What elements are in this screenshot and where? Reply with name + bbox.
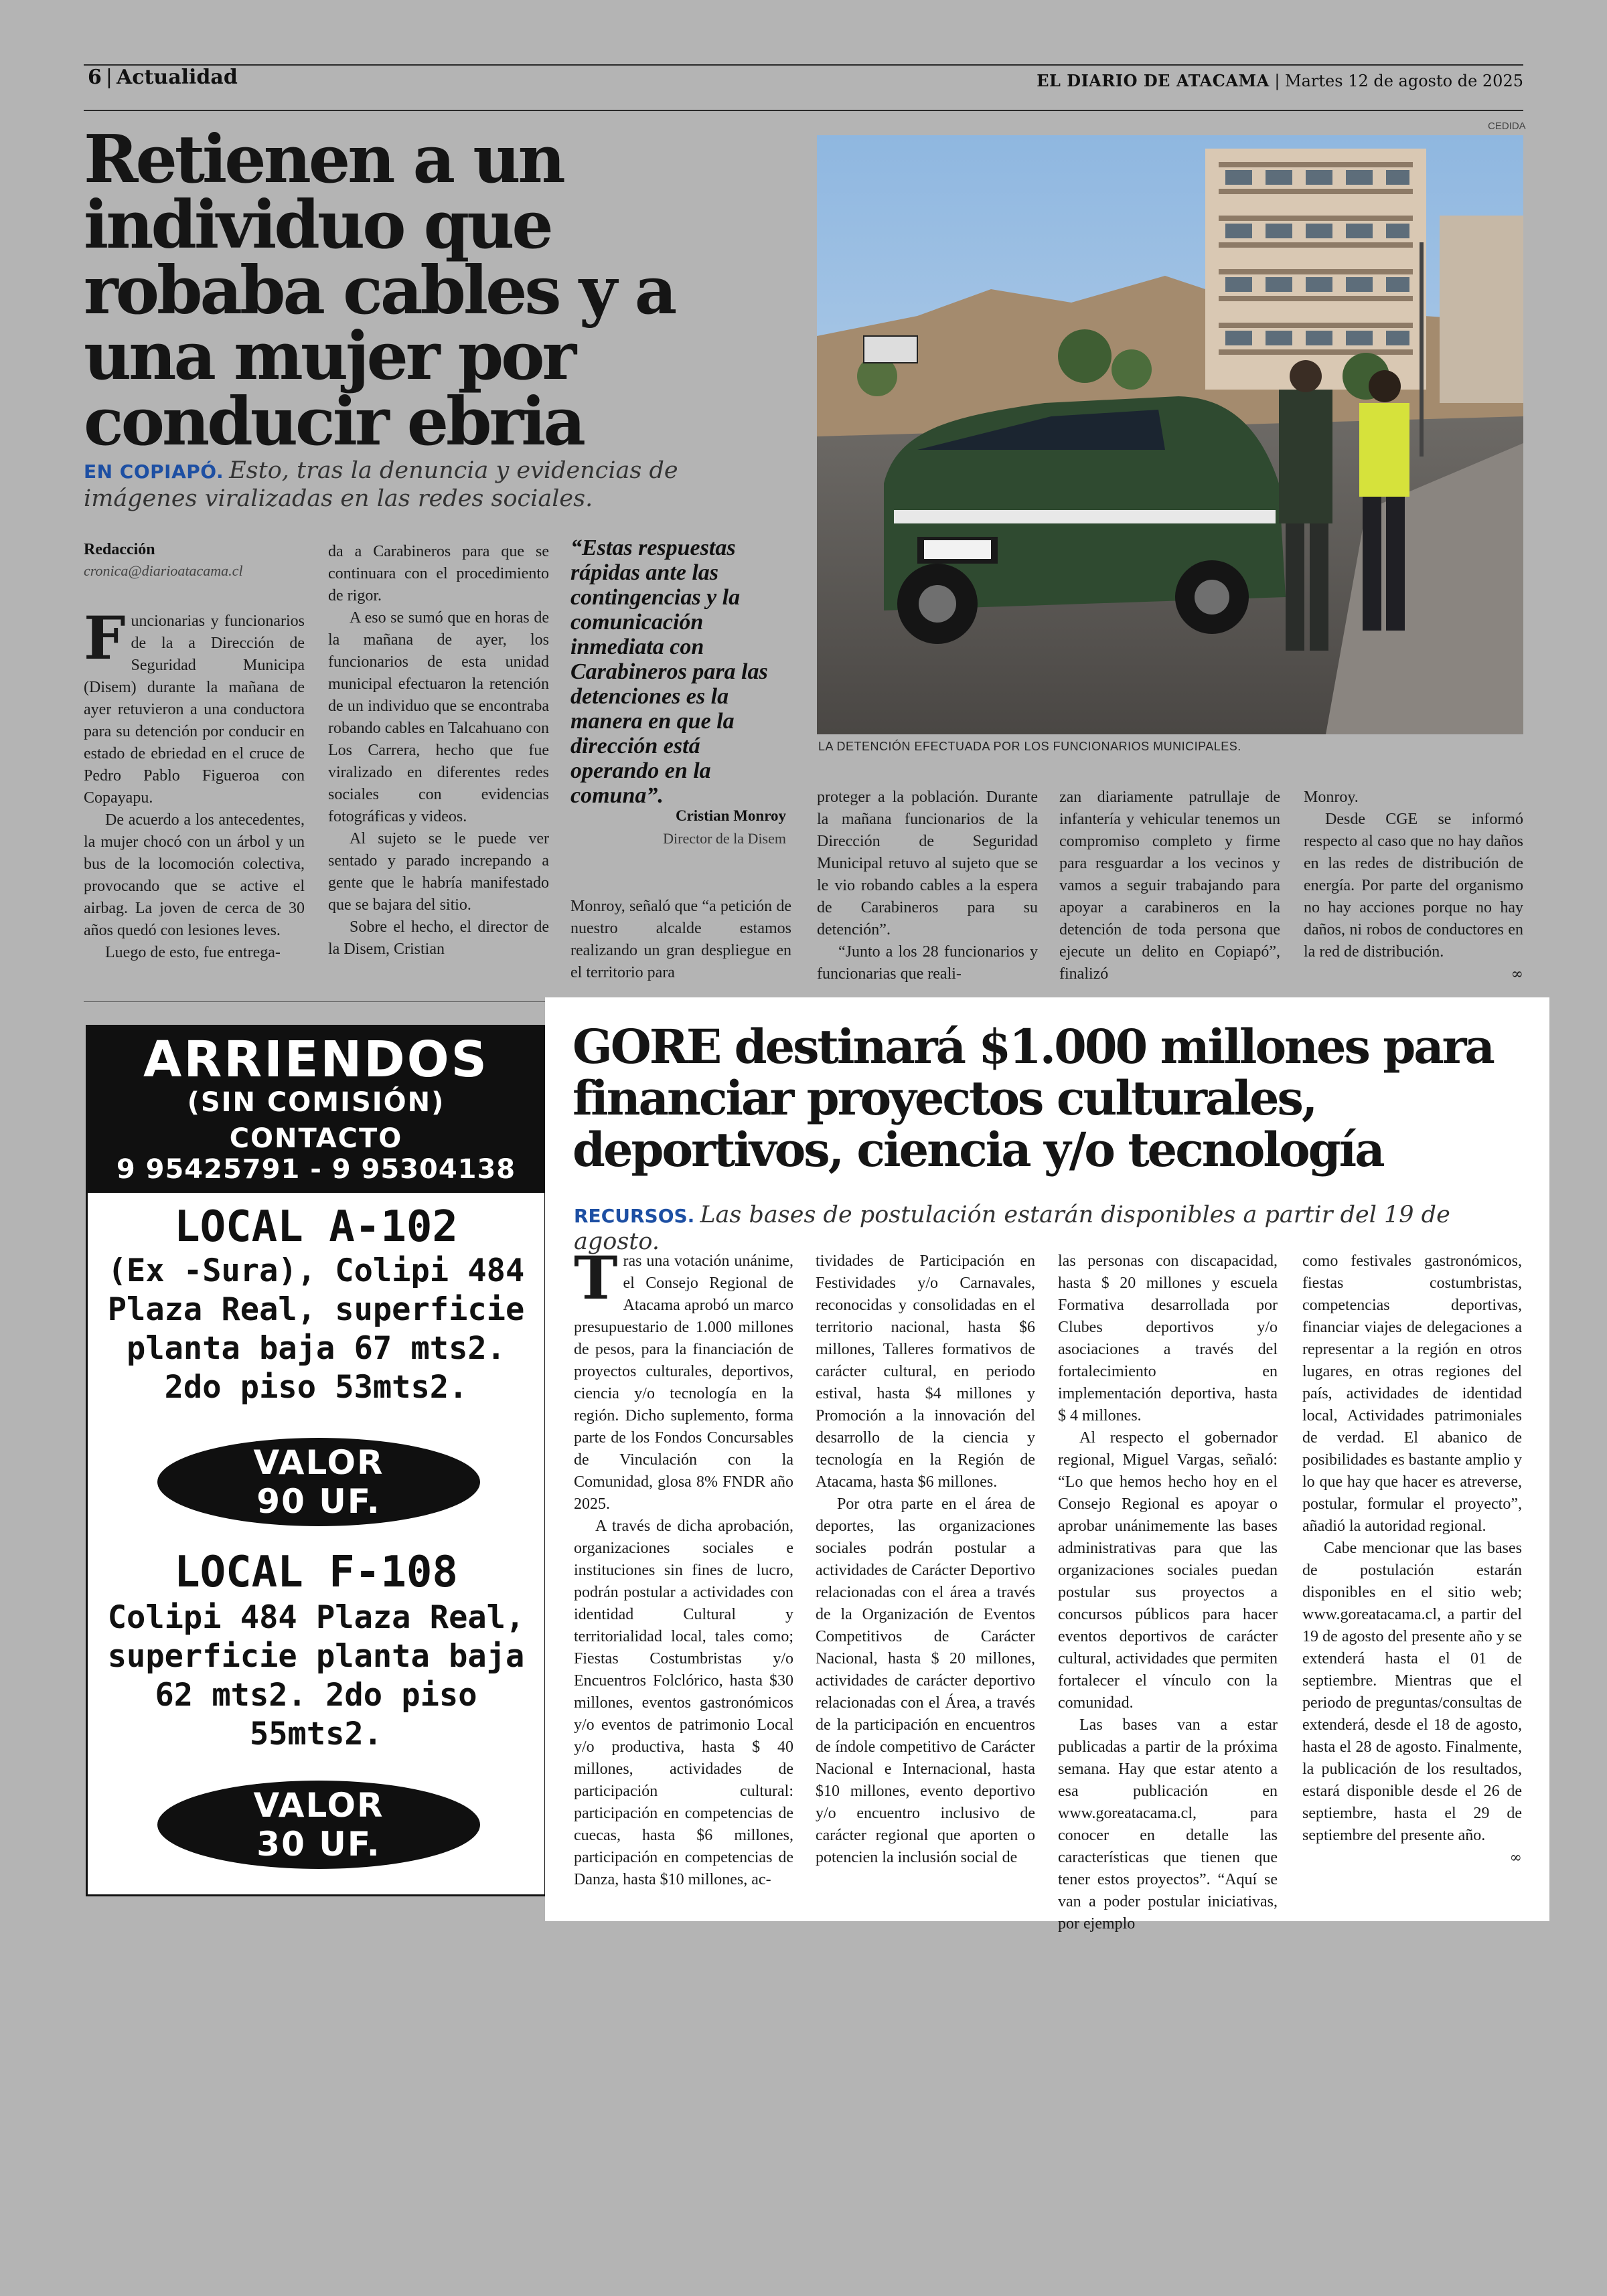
end-mark: ∞ xyxy=(1511,966,1523,983)
article2-kicker xyxy=(574,1202,1538,1255)
pull-quote-name: Cristian Monroy xyxy=(675,807,786,824)
page-number: 6 xyxy=(88,66,102,89)
ad-local-1-price xyxy=(157,1438,480,1526)
article2-paragraph: Las bases van a estar publicadas a partir de la próxima semana. Hay que estar atento a esa publicación en www.goreatacama.cl, para conocer en detalle las características que tienen que tener estos proyectos”. “Aquí se van a poder postular iniciativas, por ejemplo xyxy=(1058,1716,1278,1933)
article1-photo xyxy=(817,135,1523,734)
article1-dropcap: F xyxy=(84,603,126,673)
article2-paragraph: tividades de Participación en Festividades y/o Carnavales, reconocidas y consolidadas en el territorio nacional, hasta $6 millones, Talleres formativos de carácter cultural, en periodo estival, hasta $4 millones y Promoción a la innovación del desarrollo de la ciencia y tecnología en la Región de Atacama, hasta $6 millones. xyxy=(816,1252,1035,1491)
page-header-left: 6 | Actualidad xyxy=(88,66,238,89)
article1-column-3 xyxy=(570,896,791,984)
article1-paragraph: De acuerdo a los antecedentes, la mujer chocó con un árbol y un bus de la locomoción colectiva, provocando que se active el airbag. La joven de cerca de 30 años quedó con lesiones leves. xyxy=(84,811,305,939)
article2-column-4 xyxy=(1302,1250,1522,1869)
ad-local-1-desc: (Ex -Sura), Colipi 484 Plaza Real, superficie planta baja 67 mts2. 2do piso 53mts2. xyxy=(107,1252,525,1406)
ad-local-2-desc: Colipi 484 Plaza Real, superficie planta baja 62 mts2. 2do piso 55mts2. xyxy=(107,1599,525,1752)
rental-ad xyxy=(86,1025,546,1896)
byline: Redacción xyxy=(84,541,155,558)
article1-column-1 xyxy=(84,603,305,964)
article1-column-6 xyxy=(1304,787,1523,985)
end-mark: ∞ xyxy=(1509,1850,1522,1866)
photo-caption: LA DETENCIÓN EFECTUADA POR LOS FUNCIONARIOS MUNICIPALES. xyxy=(818,740,1241,753)
article1-paragraph: uncionarias y funcionarios de la a Dirección de Seguridad Municipa (Disem) durante la mañana de ayer retuvieron a una conductora para su detención por conducir en estado de ebriedad en el cruce de Pedro Pablo Figueroa con Copayapu. xyxy=(84,612,305,807)
ad-price-value: 90 UF. xyxy=(256,1482,381,1521)
article2-paragraph: Al respecto el gobernador regional, Miguel Vargas, señaló: “Lo que hemos hecho hoy en el Consejo Regional es apoyar o aprobar unánimemente las bases administrativas para que las organizaciones sociales puedan postular sus proyectos a concursos públicos para hacer eventos deportivos de carácter cultural, actividades que permiten fortalecer el vínculo con la comunidad. xyxy=(1058,1429,1278,1712)
ad-price-label: VALOR xyxy=(253,1786,384,1825)
ad-contact-label: CONTACTO xyxy=(229,1123,403,1154)
article2-paragraph: Por otra parte en el área de deportes, las organizaciones sociales podrán postular a actividades de Carácter Deportivo relacionadas con el área a través de la Organización de Eventos Competitivos de Carácter Nacional, hasta $ 20 millones, actividades de carácter deportivo relacionadas con el Área, a través de la participación en encuentros de índole competitivo de Carácter Nacional e Internacional, hasta $10 millones, evento deportivo y/o encuentro inclusivo de carácter regional que aporten o potencien la inclusión social de xyxy=(816,1495,1035,1866)
article1-column-2 xyxy=(328,541,549,961)
ad-price-value: 30 UF. xyxy=(256,1825,381,1864)
ad-local-2-price xyxy=(157,1781,480,1869)
article1-column-4 xyxy=(817,787,1038,985)
article1-kicker-text: Esto, tras la denuncia y evidencias de imágenes viralizadas en las redes sociales. xyxy=(84,457,678,512)
police-detention-photo xyxy=(817,135,1523,734)
newspaper-name: EL DIARIO DE ATACAMA xyxy=(1037,71,1270,90)
article1-paragraph: A eso se sumó que en horas de la mañana de ayer, los funcionarios de esta unidad municipal efectuaron la retención de un individuo que se encontraba robando cables en Talcahuano con Los Carrera, hecho que fue viralizado en diferentes redes sociales con evidencias fotográficas y videos. xyxy=(328,609,549,825)
article2-column-2 xyxy=(816,1250,1035,1869)
article1-paragraph: Monroy. xyxy=(1304,789,1359,806)
ad-title: ARRIENDOS xyxy=(143,1031,489,1088)
article2-paragraph: como festivales gastronómicos, fiestas costumbristas, competencias deportivas, financiar viajes de delegaciones a representar a la región en otros lugares, en otras regiones del país, actividades de identidad local, Actividades patrimoniales de verdad. El abanico de posibilidades es bastante amplio y lo que hay que hacer es atreverse, postular, formular el proyecto”, añadió la autoridad regional. xyxy=(1302,1252,1522,1535)
photo-credit: CEDIDA xyxy=(1488,120,1526,132)
article1-paragraph: Monroy, señaló que “a petición de nuestro alcalde estamos realizando un gran despliegue en el territorio para xyxy=(570,898,791,981)
article2-dropcap: T xyxy=(574,1243,618,1313)
article2-paragraph: Cabe mencionar que las bases de postulación estarán disponibles en el sitio web; www.goreatacama.cl, a partir del 19 de agosto del presente año y se extenderá hasta el 01 de septiembre. Mientras que el periodo de preguntas/consultas de extenderá, desde el 18 de agosto, hasta el 28 de agosto. Finalmente, la publicación de los resultados, estará disponible desde el 26 de septiembre, hasta el 29 de septiembre del presente año. xyxy=(1302,1540,1522,1844)
ad-phones: 9 95425791 - 9 95304138 xyxy=(116,1154,516,1185)
article2-column-1 xyxy=(574,1243,793,1891)
article1-paragraph: zan diariamente patrullaje de infantería y vehicular tenemos un compromiso completo y firme para resguardar a los vecinos y vamos a seguir trabajando para apoyar a carabineros en la detención de toda persona que ejecute un delito en Copiapó”, finalizó xyxy=(1059,789,1280,983)
ad-local-2-name: LOCAL F-108 xyxy=(174,1548,458,1597)
pull-quote-role: Director de la Disem xyxy=(663,830,786,847)
issue-date: Martes 12 de agosto de 2025 xyxy=(1285,72,1523,90)
article1-paragraph: “Junto a los 28 funcionarios y funcionarias que reali- xyxy=(817,943,1038,983)
article2-paragraph: A través de dicha aprobación, organizaciones sociales e instituciones sin fines de lucro, podrán postular a actividades con identidad Cultural y territorialidad local, tales como; Fiestas Costumbristas y/o Encuentros Folclórico, hasta $30 millones, eventos gastronómicos y/o eventos de patrimonio Local y/o productiva, hasta $ 40 millones, actividades de participación cultural: participación en competencias de cuecas, hasta $6 millones, participación en competencias de Danza, hasta $10 millones, ac- xyxy=(574,1518,793,1888)
article1-paragraph: Luego de esto, fue entrega- xyxy=(105,944,281,961)
article1-kicker xyxy=(84,457,793,513)
section-name: Actualidad xyxy=(116,66,238,89)
article2-headline: GORE destinará $1.000 millones para financiar proyectos culturales, deportivos, ciencia y/o tecnología xyxy=(572,1019,1493,1177)
article1-paragraph: proteger a la población. Durante la mañana funcionarios de la Dirección de Seguridad Municipal retuvo al sujeto que se le vio robando cables a la espera de Carabineros para su detención”. xyxy=(817,789,1038,938)
ad-subtitle: (SIN COMISIÓN) xyxy=(187,1087,445,1118)
ad-price-label: VALOR xyxy=(253,1443,384,1482)
article1-paragraph: da a Carabineros para que se continuara con el procedimiento de rigor. xyxy=(328,543,549,604)
article2-column-3 xyxy=(1058,1250,1278,1935)
article1-kicker-tag: EN COPIAPÓ. xyxy=(84,461,224,483)
pull-quote: “Estas respuestas rápidas ante las contingencias y la comunicación inmediata con Carabineros para las detenciones es la manera en que la dirección está operando en la comuna”. xyxy=(570,536,768,808)
ad-local-1-name: LOCAL A-102 xyxy=(174,1202,458,1252)
article2-paragraph: las personas con discapacidad, hasta $ 20 millones y escuela Formativa desarrollada por Clubes deportivos y/o asociaciones a través del fortalecimiento en implementación deportiva, hasta $ 4 millones. xyxy=(1058,1252,1278,1424)
byline-email: cronica@diarioatacama.cl xyxy=(84,562,243,579)
article2-kicker-text: Las bases de postulación estarán disponibles a partir del 19 de agosto. xyxy=(574,1202,1450,1255)
article1-column-5 xyxy=(1059,787,1280,985)
masthead: EL DIARIO DE ATACAMA | Martes 12 de agosto de 2025 xyxy=(1037,71,1523,90)
ad-header xyxy=(88,1027,544,1193)
article1-paragraph: Sobre el hecho, el director de la Disem, Cristian xyxy=(328,918,549,958)
article2-kicker-tag: RECURSOS. xyxy=(574,1205,695,1227)
article1-paragraph: Desde CGE se informó respecto al caso que no hay daños en las redes de distribución de energía. Por parte del organismo no hay acciones porque no hay daños, ni robos de conductores en la red de distribución. xyxy=(1304,811,1523,961)
article2-paragraph: ras una votación unánime, el Consejo Regional de Atacama aprobó un marco presupuestario de 1.000 millones de pesos, para la financiación de proyectos culturales, deportivos, ciencia y/o tecnología en la región. Dicho suplemento, forma parte de los Fondos Concursables de Vinculación con la Comunidad, glosa 8% FNDR año 2025. xyxy=(574,1252,793,1513)
article1-paragraph: Al sujeto se le puede ver sentado y parado increpando a gente que le habría manifestado que se bajara del sitio. xyxy=(328,830,549,914)
article1-headline: Retienen a un individuo que robaba cables y a una mujer por conducir ebria xyxy=(84,121,675,461)
